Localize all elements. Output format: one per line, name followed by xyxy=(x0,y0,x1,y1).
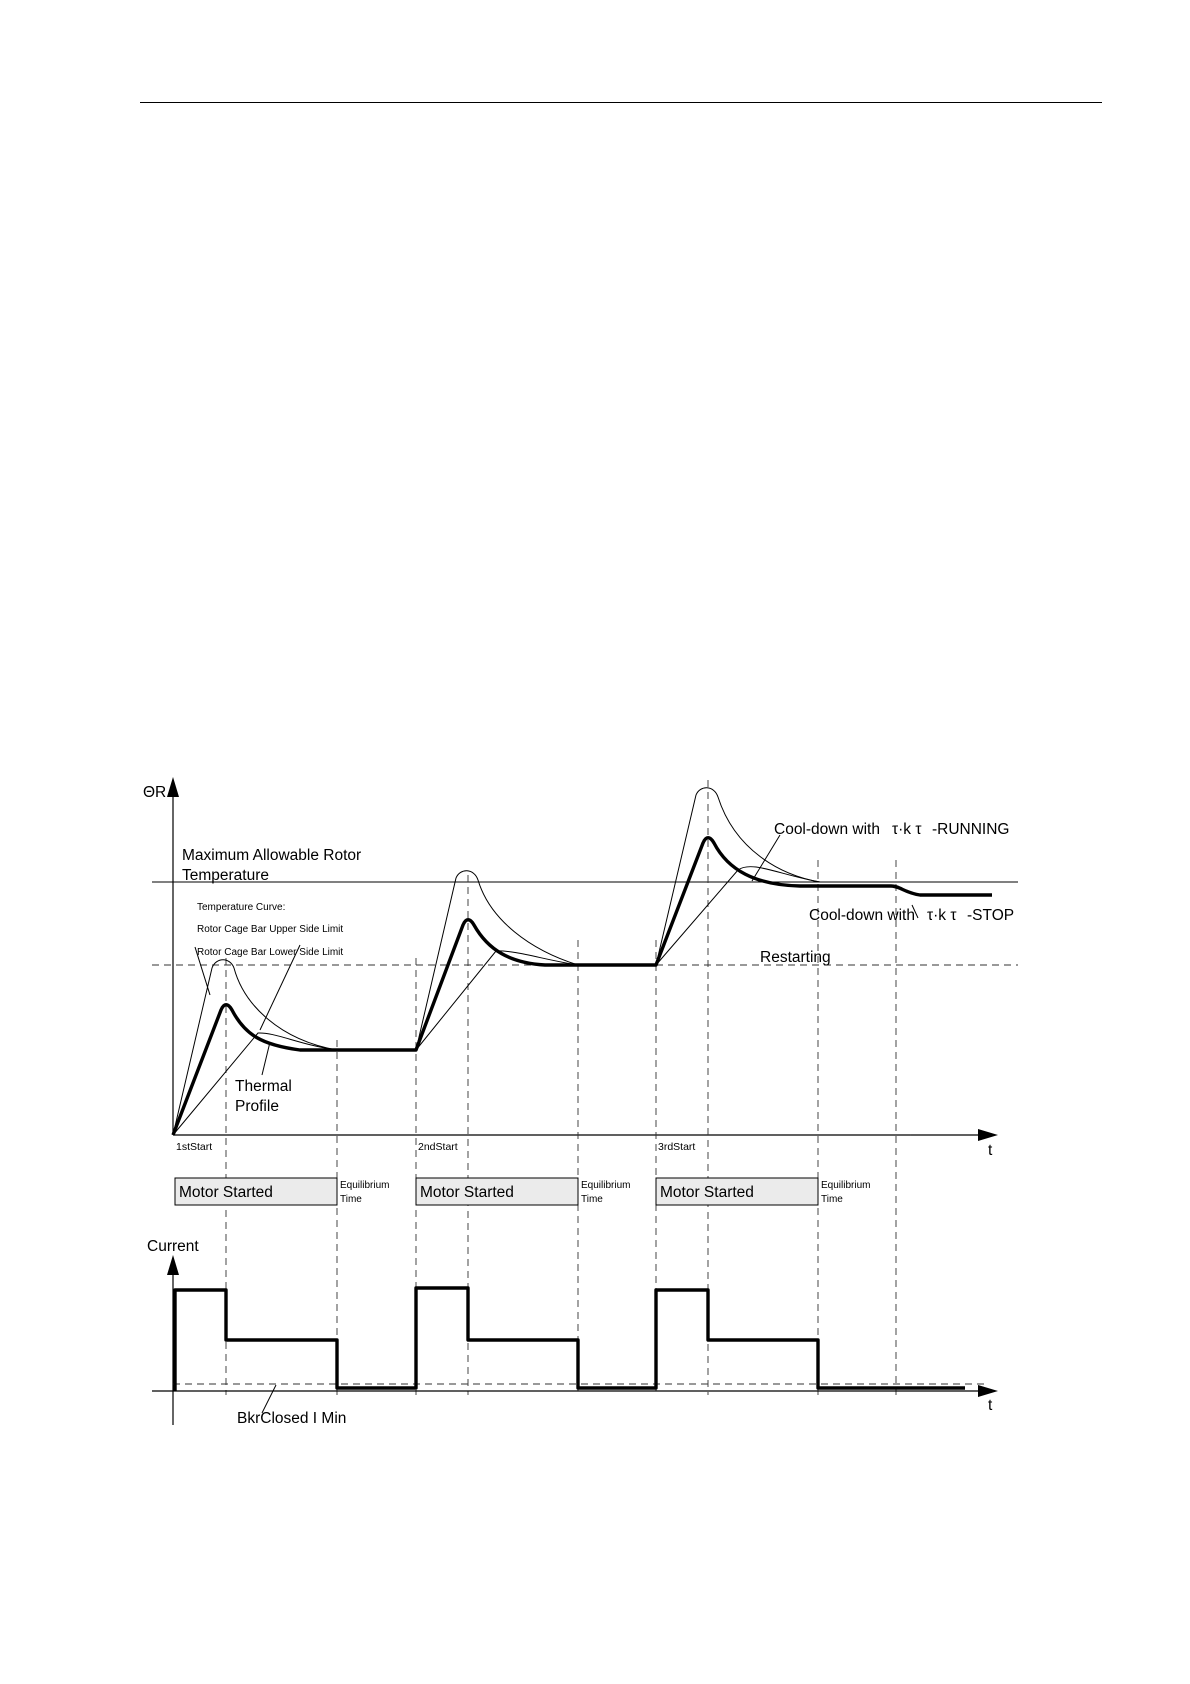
motor-started-box-3 xyxy=(656,1178,818,1205)
svg-text:Motor Started: Motor Started xyxy=(420,1184,514,1201)
svg-text:Cool-down with: Cool-down with xyxy=(809,907,915,924)
svg-text:-STOP: -STOP xyxy=(967,907,1015,924)
y-axis-arrow-icon xyxy=(167,777,179,797)
svg-text:τ·k τ: τ·k τ xyxy=(927,907,957,924)
current-axis-label: Current xyxy=(147,1238,199,1255)
start-label-2: 2ndStart xyxy=(418,1141,458,1153)
svg-text:-RUNNING: -RUNNING xyxy=(932,821,1010,838)
motor-started-box-1 xyxy=(175,1178,337,1205)
max-temp-label-1: Maximum Allowable Rotor xyxy=(182,847,362,864)
thermal-profile-label-2: Profile xyxy=(235,1098,279,1115)
equilibrium-label-2a: Equilibrium xyxy=(581,1180,631,1191)
current-t-label: t xyxy=(988,1397,993,1414)
equilibrium-label-2b: Time xyxy=(581,1194,603,1205)
equilibrium-label-1a: Equilibrium xyxy=(340,1180,390,1191)
equilibrium-label-3a: Equilibrium xyxy=(821,1180,871,1191)
svg-text:Motor Started: Motor Started xyxy=(660,1184,754,1201)
x-axis-arrow-icon xyxy=(978,1129,998,1141)
temperature-curve-label: Temperature Curve: xyxy=(197,902,286,913)
vertical-guides xyxy=(226,780,910,1395)
current-y-axis-arrow-icon xyxy=(167,1255,179,1275)
bkr-closed-label: BkrClosed I Min xyxy=(237,1410,347,1427)
cooldown-running-label xyxy=(774,821,1010,838)
current-x-axis-arrow-icon xyxy=(978,1385,998,1397)
thermal-profile-label-1: Thermal xyxy=(235,1078,292,1095)
equilibrium-label-1b: Time xyxy=(340,1194,362,1205)
equilibrium-label-3b: Time xyxy=(821,1194,843,1205)
x-axis-label: t xyxy=(988,1142,993,1159)
max-temp-label-2: Temperature xyxy=(182,867,270,884)
current-waveform xyxy=(175,1288,965,1391)
motor-started-box-2 xyxy=(416,1178,578,1205)
svg-text:Cool-down with: Cool-down with xyxy=(774,821,880,838)
svg-text:Motor Started: Motor Started xyxy=(179,1184,273,1201)
cooldown-stop-label xyxy=(809,907,1014,924)
y-axis-label: ΘR xyxy=(143,784,167,801)
bkr-closed-pointer xyxy=(262,1385,276,1413)
lower-limit-label: Rotor Cage Bar Lower Side Limit xyxy=(197,947,344,958)
start-label-1: 1stStart xyxy=(176,1141,213,1153)
restarting-label: Restarting xyxy=(760,949,831,966)
start-label-3: 3rdStart xyxy=(658,1141,696,1153)
svg-text:τ·k τ: τ·k τ xyxy=(892,821,922,838)
upper-limit-label: Rotor Cage Bar Upper Side Limit xyxy=(197,924,344,935)
